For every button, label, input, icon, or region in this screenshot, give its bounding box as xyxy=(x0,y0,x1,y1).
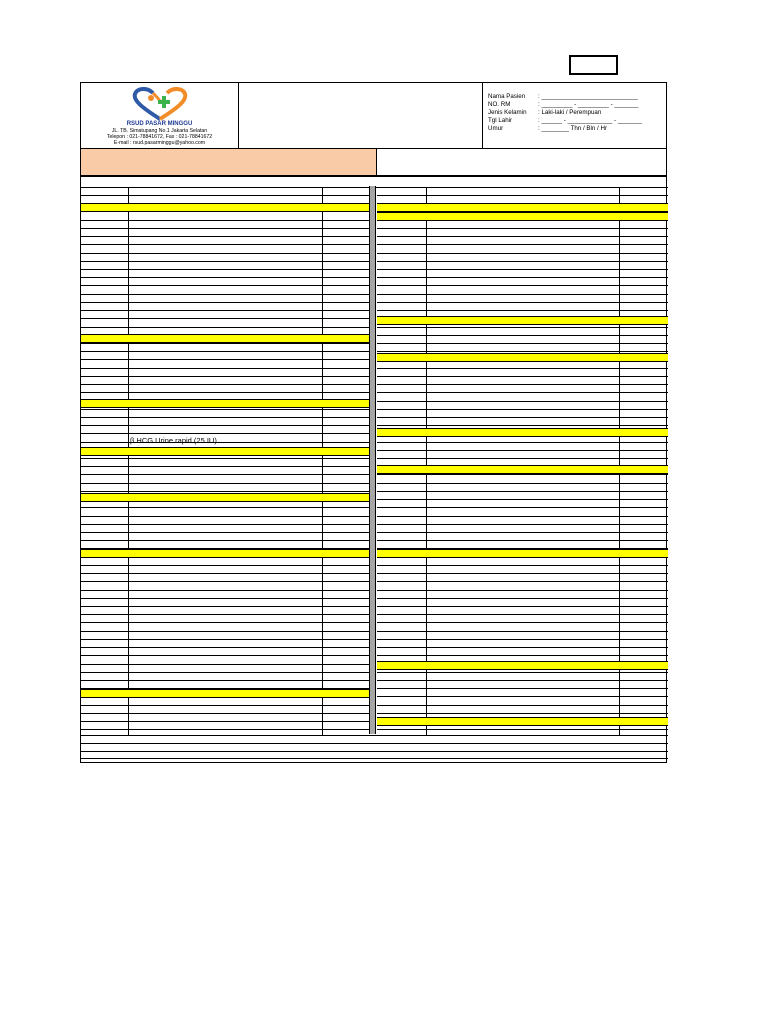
grid-row-line xyxy=(377,277,668,278)
grid-row-line xyxy=(377,573,668,574)
grid-row-line xyxy=(377,343,668,344)
grid-row-line xyxy=(81,376,370,377)
grid-row-line xyxy=(81,721,370,722)
grid-row-line xyxy=(81,491,370,492)
grid-row-line xyxy=(81,729,370,730)
grid-row-line xyxy=(81,368,370,369)
grid-row-line xyxy=(81,590,370,591)
grid-row-line xyxy=(377,401,668,402)
grid-row-line xyxy=(377,244,668,245)
section-band-left xyxy=(81,493,370,502)
column-separator xyxy=(369,186,376,734)
grid-row-line xyxy=(81,573,370,574)
grid-row-line xyxy=(377,442,668,443)
section-band-right xyxy=(377,212,668,221)
hospital-phone: Telepon : 021-78841672, Fax : 021-78841672 xyxy=(106,134,213,140)
grid-footer-line xyxy=(81,751,668,752)
grid-row-line xyxy=(377,631,668,632)
grid-row-line xyxy=(81,606,370,607)
grid-footer-line xyxy=(81,743,668,744)
grid-row-line xyxy=(377,335,668,336)
grid-row-line xyxy=(81,228,370,229)
grid-row-line xyxy=(81,516,370,517)
hospital-name: RSUD PASAR MINGGU xyxy=(126,121,193,127)
grid-row-line xyxy=(377,672,668,673)
grid-row-line xyxy=(81,713,370,714)
grid-row-line xyxy=(377,491,668,492)
grid-row-line xyxy=(81,507,370,508)
grid-row-line xyxy=(377,590,668,591)
patient-gender-field[interactable]: : Laki-laki / Perempuan xyxy=(538,109,602,116)
form-title-cell xyxy=(238,82,483,149)
grid-row-line xyxy=(377,499,668,500)
grid-row-line xyxy=(377,598,668,599)
grid-row-line xyxy=(377,729,668,730)
section-band-left xyxy=(81,549,370,558)
patient-name-row xyxy=(488,93,638,100)
grid-row-line xyxy=(81,220,370,221)
grid-row-line xyxy=(377,483,668,484)
grid-row-line xyxy=(81,631,370,632)
grid-row-line xyxy=(377,622,668,623)
patient-dob-field[interactable]: : ______ - _____________ - _______ xyxy=(538,117,642,124)
grid-row-line xyxy=(81,639,370,640)
section-band-right xyxy=(377,316,668,325)
grid-row-line xyxy=(81,647,370,648)
section-band-left xyxy=(81,334,370,343)
patient-age-row xyxy=(488,125,607,132)
patient-rm-label: NO. RM xyxy=(488,101,511,108)
grid-row-line xyxy=(377,351,668,352)
grid-row-line xyxy=(377,614,668,615)
section-band-right xyxy=(377,717,668,726)
grid-row-line xyxy=(81,664,370,665)
grid-row-line xyxy=(377,253,668,254)
grid-row-line xyxy=(81,540,370,541)
grid-row-line xyxy=(377,524,668,525)
grid-row-line xyxy=(377,688,668,689)
grid-row-line xyxy=(377,540,668,541)
grid-row-line xyxy=(81,614,370,615)
grid-row-line xyxy=(81,425,370,426)
grid-row-line xyxy=(377,384,668,385)
grid-row-line xyxy=(377,639,668,640)
grid-row-line xyxy=(81,433,370,434)
hospital-logo-icon xyxy=(131,87,189,121)
grid-row-line xyxy=(377,236,668,237)
grid-row-line xyxy=(81,392,370,393)
grid-footer-line xyxy=(81,758,668,759)
hospital-address: JL. TB. Simatupang No.1 Jakarta Selatan xyxy=(111,128,208,134)
grid-row-line xyxy=(81,277,370,278)
grid-row-line xyxy=(81,195,370,196)
grid-row-line xyxy=(377,327,668,328)
grid-row-line xyxy=(377,705,668,706)
grid-row-line xyxy=(81,598,370,599)
grid-row-line xyxy=(81,672,370,673)
patient-age-label: Umur xyxy=(488,125,504,132)
grid-row-line xyxy=(81,466,370,467)
hospital-email: E-mail : rsud.pasarminggu@yahoo.com xyxy=(113,140,206,146)
grid-row-line xyxy=(377,392,668,393)
grid-row-line xyxy=(81,294,370,295)
grid-row-line xyxy=(81,269,370,270)
grid-row-line xyxy=(377,507,668,508)
section-band-left xyxy=(81,447,370,456)
grid-row-line xyxy=(377,713,668,714)
grid-row-line xyxy=(81,384,370,385)
patient-rm-field[interactable]: : _________ - _________ - _______ xyxy=(538,101,639,108)
grid-row-line xyxy=(81,655,370,656)
section-header-left xyxy=(80,148,377,176)
grid-row-line xyxy=(377,409,668,410)
grid-row-line xyxy=(377,310,668,311)
grid-row-line xyxy=(377,285,668,286)
grid-row-line xyxy=(377,368,668,369)
grid-row-line xyxy=(81,253,370,254)
section-band-left xyxy=(81,399,370,408)
grid-row-line xyxy=(81,351,370,352)
section-header-right xyxy=(376,148,667,176)
section-band-left xyxy=(81,689,370,698)
grid-row-line xyxy=(377,532,668,533)
grid-row-line xyxy=(81,705,370,706)
grid-row-line xyxy=(81,458,370,459)
grid-row-line xyxy=(81,244,370,245)
patient-dob-row xyxy=(488,117,642,124)
grid-row-line xyxy=(377,655,668,656)
grid-row-line xyxy=(377,474,668,475)
patient-rm-row xyxy=(488,101,638,108)
section-band-right xyxy=(377,353,668,362)
patient-name-label: Nama Pasien xyxy=(488,93,526,100)
grid-row-line xyxy=(81,442,370,443)
grid-row-line xyxy=(377,195,668,196)
grid-row-line xyxy=(377,228,668,229)
grid-row-line xyxy=(81,310,370,311)
grid-row-line xyxy=(377,458,668,459)
grid-row-line xyxy=(377,450,668,451)
grid-row-line xyxy=(81,327,370,328)
grid-footer-line xyxy=(81,735,668,736)
grid-row-line xyxy=(81,359,370,360)
grid-row-line xyxy=(81,343,370,344)
test-item-bhcg[interactable]: β HCG Urine rapid (25 IU) xyxy=(130,436,217,445)
patient-dob-label: Tgl Lahir xyxy=(488,117,513,124)
grid-row-line xyxy=(377,696,668,697)
grid-row-line xyxy=(81,409,370,410)
grid-row-line xyxy=(81,236,370,237)
grid-row-line xyxy=(81,483,370,484)
grid-row-line xyxy=(81,532,370,533)
grid-row-line xyxy=(377,294,668,295)
section-band-right xyxy=(377,661,668,670)
grid-row-line xyxy=(81,417,370,418)
patient-name-field[interactable]: : ____________________________ xyxy=(538,93,638,100)
grid-row-line xyxy=(81,680,370,681)
grid-row-line xyxy=(81,261,370,262)
section-band-left xyxy=(81,203,370,212)
grid-row-line xyxy=(377,516,668,517)
section-band-right xyxy=(377,465,668,474)
grid-row-line xyxy=(377,581,668,582)
grid-row-line xyxy=(377,417,668,418)
grid-row-line xyxy=(81,302,370,303)
grid-row-line xyxy=(377,261,668,262)
patient-gender-row xyxy=(488,109,601,116)
section-band-right xyxy=(377,428,668,437)
patient-age-field[interactable]: : ________ Thn / Bln / Hr xyxy=(538,125,608,132)
grid-row-line xyxy=(81,474,370,475)
patient-gender-label: Jenis Kelamin xyxy=(488,109,527,116)
grid-row-line xyxy=(377,606,668,607)
patient-info-block xyxy=(482,82,667,149)
grid-row-line xyxy=(377,302,668,303)
grid-row-line xyxy=(377,269,668,270)
grid-row-line xyxy=(81,565,370,566)
grid-row-line xyxy=(377,376,668,377)
section-band-right xyxy=(377,203,668,212)
grid-row-line xyxy=(377,565,668,566)
grid-row-line xyxy=(81,622,370,623)
grid-row-line xyxy=(81,318,370,319)
grid-row-line xyxy=(377,425,668,426)
grid-row-line xyxy=(81,285,370,286)
section-band-right xyxy=(377,549,668,558)
grid-row-line xyxy=(81,524,370,525)
grid-row-line xyxy=(377,680,668,681)
hospital-logo-block xyxy=(80,82,239,149)
grid-row-line xyxy=(81,581,370,582)
grid-row-line xyxy=(377,647,668,648)
form-code-box xyxy=(569,55,618,75)
